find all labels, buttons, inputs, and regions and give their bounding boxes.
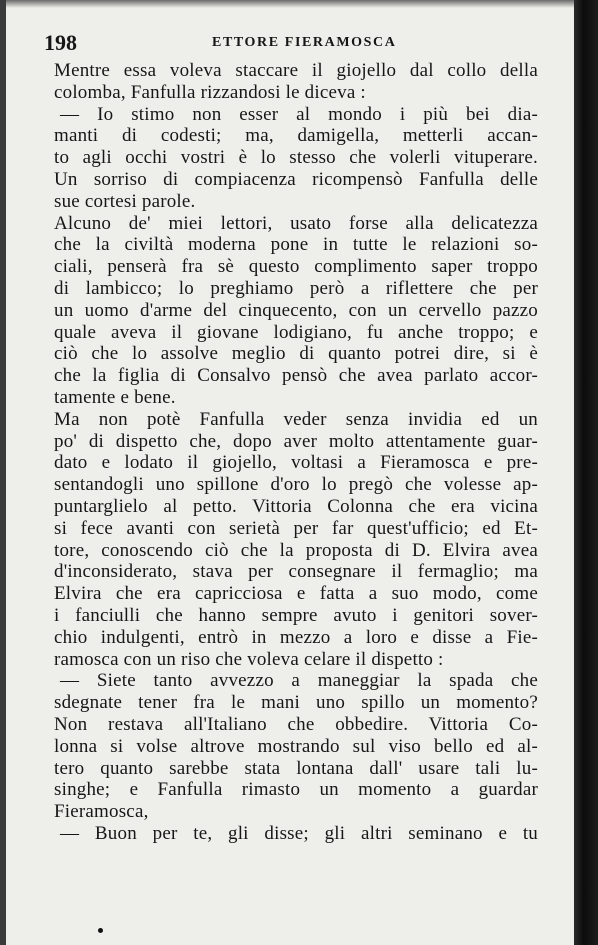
text-line: Mentre essa voleva staccare il giojello dal collo della: [54, 60, 538, 81]
text-line: che la civiltà moderna pone in tutte le relazioni so-: [54, 234, 538, 256]
text-line: sentandogli uno spillone d'oro lo pregò che volesse ap-: [54, 474, 538, 496]
body-text: [54, 60, 538, 845]
text-line: manti di codesti; ma, damigella, metterli accan-: [54, 125, 538, 147]
text-line: Fieramosca,: [54, 801, 149, 823]
text-line: puntarglielo al petto. Vittoria Colonna che era vicina: [54, 495, 538, 517]
text-line: tamente e bene.: [54, 386, 176, 408]
running-title: ETTORE FIERAMOSCA: [212, 35, 397, 50]
text-line: Alcuno de' miei lettori, usato forse alla delicatezza: [54, 212, 538, 234]
text-line: d'inconsiderato, stava per consegnare il fermaglio; ma: [54, 561, 538, 583]
text-line: dato e lodato il giojello, voltasi a Fieramosca e pre-: [54, 452, 538, 474]
text-line: quale aveva il giovane lodigiano, fu anche troppo; e: [54, 321, 538, 343]
text-line: to agli occhi vostri è lo stesso che volerli vituperare.: [54, 147, 538, 169]
text-line: ramosca con un riso che voleva celare il dispetto :: [54, 648, 444, 670]
text-line: Ma non potè Fanfulla veder senza invidia ed un: [54, 408, 538, 430]
text-line: chio indulgenti, entrò in mezzo a loro e disse a Fie-: [54, 626, 538, 648]
page-edge-shadow: [574, 0, 598, 945]
text-line: singhe; e Fanfulla rimasto un momento a guardar: [54, 779, 538, 801]
text-line: colomba, Fanfulla rizzandosi le diceva :: [54, 81, 366, 103]
text-line: sue cortesi parole.: [54, 190, 196, 212]
text-line: — Siete tanto avvezzo a maneggiar la spada che: [60, 670, 538, 692]
text-line: Non restava all'Italiano che obbedire. Vittoria Co-: [54, 713, 538, 735]
text-line: ciali, penserà fra sè questo complimento saper troppo: [54, 256, 538, 278]
text-line: Elvira che era capricciosa e fatta a suo modo, come: [54, 583, 538, 605]
text-line: ciò che lo assolve meglio di quanto potrei dire, si è: [54, 343, 538, 365]
text-line: sdegnate tener fra le mani uno spillo un momento?: [54, 692, 538, 714]
text-line: tore, conoscendo ciò che la proposta di D. Elvira avea: [54, 539, 538, 561]
text-line: che la figlia di Consalvo pensò che avea parlato accor-: [54, 365, 538, 387]
text-line: Un sorriso di compiacenza ricompensò Fanfulla delle: [54, 168, 538, 190]
page-number: 198: [44, 30, 77, 55]
text-line: lonna si volse altrove mostrando sul viso bello ed al-: [54, 735, 538, 757]
text-line: — Buon per te, gli disse; gli altri seminano e tu: [60, 822, 538, 844]
text-line: — Io stimo non esser al mondo i più bei dia-: [60, 103, 538, 125]
page-header: [42, 30, 534, 58]
text-line: di lambicco; lo preghiamo però a riflettere che per: [54, 277, 538, 299]
text-line: po' di dispetto che, dopo aver molto attentamente guar-: [54, 430, 538, 452]
text-line: tero quanto sarebbe stata lontana dall' usare tali lu-: [54, 757, 538, 779]
text-line: si fece avanti con serietà per far quest'ufficio; ed Et-: [54, 517, 538, 539]
ink-mark: [98, 928, 103, 933]
text-line: i fanciulli che hanno sempre avuto i genitori sover-: [54, 604, 538, 626]
text-line: un uomo d'arme del cinquecento, con un cervello pazzo: [54, 299, 538, 321]
